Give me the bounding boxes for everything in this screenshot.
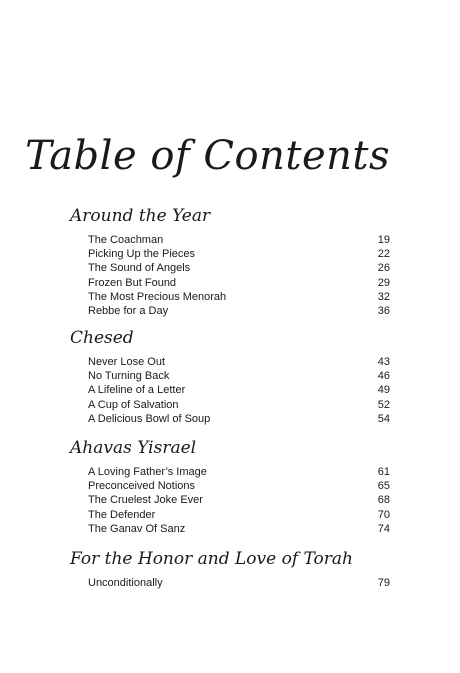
page-title: Table of Contents bbox=[25, 133, 390, 179]
toc-entry[interactable] bbox=[88, 355, 390, 369]
entry-list bbox=[70, 576, 390, 590]
entry-list bbox=[70, 465, 390, 536]
entry-title: A Loving Father’s Image bbox=[88, 466, 207, 478]
toc-entry[interactable] bbox=[88, 398, 390, 412]
entry-page-number: 19 bbox=[377, 234, 390, 246]
toc-entry[interactable] bbox=[88, 290, 390, 304]
entry-page-number: 46 bbox=[377, 370, 390, 383]
entry-page-number: 29 bbox=[377, 276, 390, 289]
entry-list bbox=[70, 355, 390, 426]
toc-entry[interactable] bbox=[88, 247, 390, 261]
entry-page-number: 49 bbox=[377, 384, 390, 397]
section-heading: Chesed bbox=[70, 328, 134, 348]
entry-list bbox=[70, 233, 390, 318]
entry-page-number: 65 bbox=[377, 480, 390, 493]
entry-page-number: 43 bbox=[377, 356, 390, 368]
entry-title: Never Lose Out bbox=[88, 356, 166, 368]
entry-title: The Most Precious Menorah bbox=[88, 290, 227, 303]
entry-page-number: 22 bbox=[377, 248, 390, 261]
toc-section bbox=[70, 549, 390, 590]
toc-entry[interactable] bbox=[88, 576, 390, 590]
entry-page-number: 74 bbox=[377, 522, 390, 535]
toc-entry[interactable] bbox=[88, 276, 390, 290]
section-heading: For the Honor and Love of Torah bbox=[70, 549, 354, 569]
entry-title: The Coachman bbox=[88, 234, 164, 246]
entry-page-number: 52 bbox=[377, 398, 390, 411]
section-heading: Around the Year bbox=[70, 206, 211, 226]
entry-page-number: 26 bbox=[377, 262, 390, 275]
toc-entry[interactable] bbox=[88, 261, 390, 275]
toc-entry[interactable] bbox=[88, 522, 390, 536]
toc-entry[interactable] bbox=[88, 479, 390, 493]
entry-title: A Delicious Bowl of Soup bbox=[88, 412, 211, 425]
toc-entry[interactable] bbox=[88, 412, 390, 426]
toc-entry[interactable] bbox=[88, 369, 390, 383]
toc-entry[interactable] bbox=[88, 508, 390, 522]
entry-title: Preconceived Notions bbox=[88, 480, 196, 493]
entry-title: Rebbe for a Day bbox=[88, 304, 169, 317]
toc-entry[interactable] bbox=[88, 493, 390, 507]
entry-page-number: 54 bbox=[377, 412, 390, 425]
entry-page-number: 36 bbox=[377, 304, 390, 317]
toc-entry[interactable] bbox=[88, 383, 390, 397]
entry-page-number: 79 bbox=[377, 577, 390, 589]
toc-entry[interactable] bbox=[88, 233, 390, 247]
entry-title: A Cup of Salvation bbox=[88, 398, 179, 411]
entry-title: The Sound of Angels bbox=[88, 262, 191, 275]
toc-entry[interactable] bbox=[88, 465, 390, 479]
toc-section bbox=[70, 328, 390, 426]
entry-title: Picking Up the Pieces bbox=[88, 248, 195, 261]
entry-title: No Turning Back bbox=[88, 370, 170, 383]
toc-entry[interactable] bbox=[88, 304, 390, 318]
toc-section bbox=[70, 438, 390, 536]
entry-page-number: 68 bbox=[377, 494, 390, 507]
entry-page-number: 70 bbox=[377, 508, 390, 521]
entry-page-number: 32 bbox=[377, 290, 390, 303]
section-heading: Ahavas Yisrael bbox=[70, 438, 197, 458]
entry-title: A Lifeline of a Letter bbox=[88, 384, 186, 397]
entry-title: Unconditionally bbox=[88, 577, 163, 589]
entry-title: The Cruelest Joke Ever bbox=[88, 494, 203, 507]
toc-section bbox=[70, 206, 390, 318]
entry-title: The Ganav Of Sanz bbox=[88, 522, 186, 535]
entry-page-number: 61 bbox=[377, 466, 390, 478]
entry-title: Frozen But Found bbox=[88, 276, 177, 289]
entry-title: The Defender bbox=[88, 508, 156, 521]
